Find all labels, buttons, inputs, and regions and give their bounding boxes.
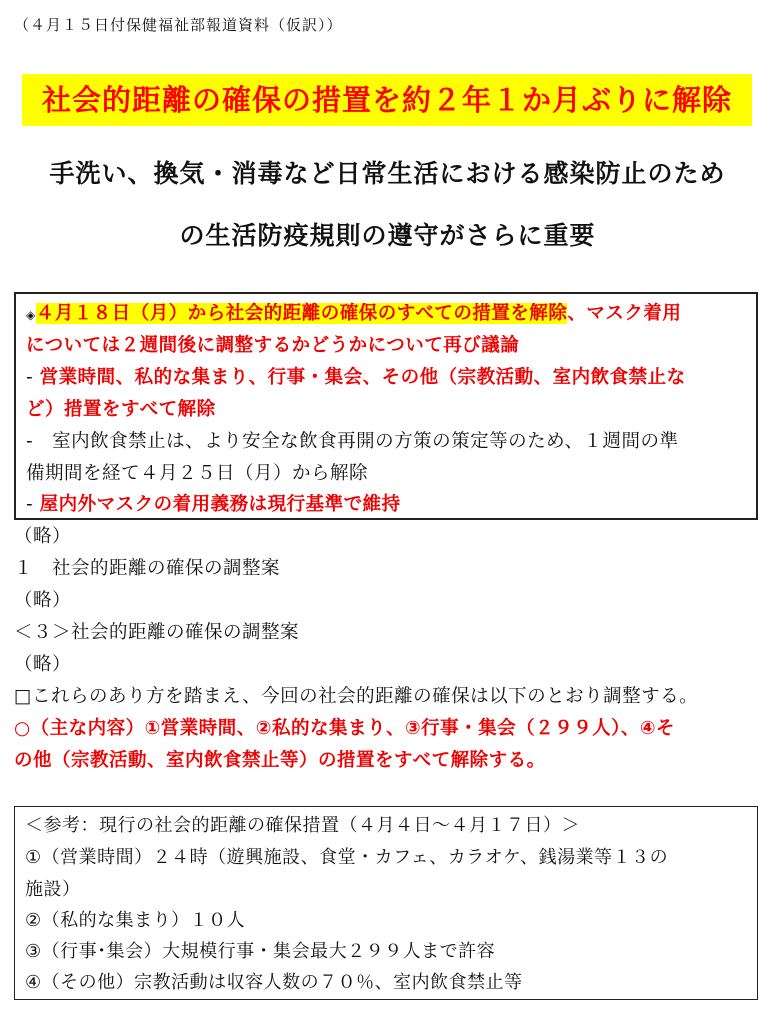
summary-text: 屋内外マスクの着用義務は現行基準で維持: [39, 494, 401, 515]
summary-line-6: 備期間を経て４月２５日（月）から解除: [26, 463, 369, 484]
summary-line-7: [26, 489, 401, 521]
section-1-heading: １ 社会的距離の確保の調整案: [14, 558, 281, 579]
summary-text: 、マスク着用: [567, 303, 682, 324]
highlight-text: ４月１８日（月）から社会的距離の確保のすべての措置を解除: [35, 303, 568, 324]
reference-box: [14, 806, 758, 1000]
headline-title: 社会的距離の確保の措置を約２年１か月ぶりに解除: [22, 74, 752, 126]
summary-text: 営業時間、私的な集まり、行事・集会、その他（宗教活動、室内飲食禁止な: [39, 367, 686, 388]
subtitle-line-1: 手洗い、換気・消毒など日常生活における感染防止のため: [49, 159, 726, 188]
reference-item-3: ③（行事･集会）大規模行事・集会最大２９９人まで許容: [25, 941, 496, 962]
document-header: （４月１５日付保健福祉部報道資料（仮訳））: [14, 16, 343, 34]
reference-item-1-cont: 施設）: [25, 879, 81, 900]
omitted-2: （略）: [14, 590, 72, 611]
omitted-3: （略）: [14, 654, 72, 675]
omitted-1: （略）: [14, 526, 72, 547]
main-content-line-1: ○（主な内容）①営業時間、②私的な集まり、③行事・集会（２９９人）、④そ: [14, 718, 676, 739]
reference-item-2: ②（私的な集まり）１０人: [25, 910, 246, 931]
reference-item-4: ④（その他）宗教活動は収容人数の７０％、室内飲食禁止等: [25, 972, 523, 993]
adjustment-paragraph: □これらのあり方を踏まえ、今回の社会的距離の確保は以下のとおり調整する。: [14, 686, 699, 707]
summary-box: [14, 292, 758, 520]
main-content-line-2: の他（宗教活動、室内飲食禁止等）の措置をすべて解除する。: [14, 750, 546, 771]
reference-heading: ＜参考：現行の社会的距離の確保措置（４月４日～４月１７日）＞: [25, 815, 580, 836]
summary-line-4: ど）措置をすべて解除: [26, 399, 216, 420]
dash: -: [26, 367, 40, 388]
summary-line-2: については２週間後に調整するかどうかについて再び議論: [26, 335, 520, 356]
section-3-heading: ＜３＞社会的距離の確保の調整案: [14, 622, 300, 643]
summary-line-1: [26, 298, 681, 331]
subtitle-line-2: の生活防疫規則の遵守がさらに重要: [179, 221, 596, 250]
summary-line-5: - 室内飲食禁止は、より安全な飲食再開の方策の策定等のため、１週間の準: [26, 431, 679, 452]
summary-line-3: [26, 362, 686, 394]
diamond-bullet-icon: ◈: [26, 308, 36, 322]
reference-item-1: ①（営業時間）２４時（遊興施設、食堂・カフェ、カラオケ、銭湯業等１３の: [25, 847, 669, 868]
dash: -: [26, 494, 40, 515]
